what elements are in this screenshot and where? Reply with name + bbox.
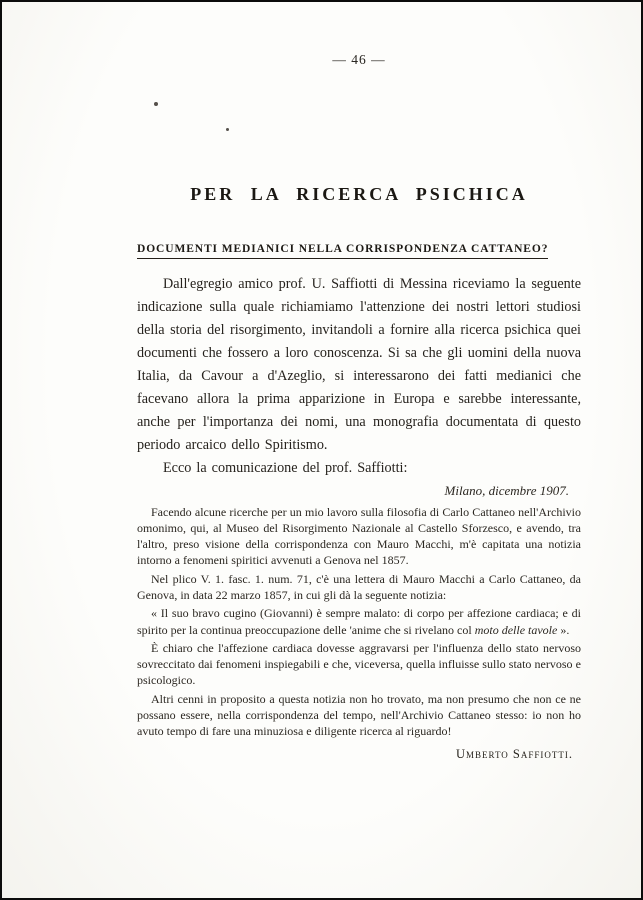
section-heading-text: DOCUMENTI MEDIANICI NELLA CORRISPONDENZA CATTANEO? [137, 243, 548, 259]
page-number: — 46 — [332, 52, 386, 67]
intro-paragraph: Dall'egregio amico prof. U. Saffiotti di Messina riceviamo la seguente indicazione sulla quale richiamiamo l'attenzione dei nostri lettori studiosi della storia del risorgimento, invitandoli a fornire alla ricerca psichica quei documenti che fossero a loro conoscenza. Si sa che gli uomini della nuova Italia, da Cavour a d'Azeglio, si interessarono dei fatti medianici che facevano allora la prima apparizione in Europa e sarebbe interessante, anche per l'importanza dei nomi, una monografia documentata di questo periodo arcaico dello Spiritismo. [137, 275, 581, 453]
letter-paragraph: Facendo alcune ricerche per un mio lavoro sulla filosofia di Carlo Cattaneo nell'Archivio omonimo, qui, al Museo del Risorgimento Nazionale al Castello Sforzesco, e avendo, tra l'altro, preso visione della corrispondenza con Mauro Macchi, m'è capitata una notizia intorno a fenomeni spiritici avvenuti a Genova nel 1857. [137, 504, 581, 568]
letter-body [137, 504, 581, 762]
article-title: PER LA RICERCA PSICHICA [190, 184, 528, 204]
page-content [137, 2, 581, 764]
letter-quote-text: « Il suo bravo cugino (Giovanni) è sempre malato: di corpo per affezione cardiaca; e di spirito per la continua preoccupazione delle 'anime che si rivelano col [137, 606, 581, 637]
signature: Umberto Saffiotti. [455, 746, 573, 761]
lead-in-paragraph: Ecco la comunicazione del prof. Saffiotti: [163, 459, 408, 476]
letter-quote [137, 605, 581, 638]
letter-quote-italic: moto delle tavole [474, 622, 558, 637]
dateline: Milano, dicembre 1907. [444, 482, 569, 498]
letter-paragraph: È chiaro che l'affezione cardiaca dovesse aggravarsi per l'influenza dello stato nervoso sovreccitato dai fenomeni inspiegabili e che, viceversa, quella influisse sullo stato nervoso e psicologico. [137, 640, 581, 688]
letter-paragraph: Altri cenni in proposito a questa notizia non ho trovato, ma non presumo che non ce ne possano essere, nella corrispondenza del tempo, nell'Archivio Cattaneo stesso: io non ho avuto tempo di fare una minuziosa e diligente ricerca al riguardo! [137, 691, 581, 739]
letter-paragraph: Nel plico V. 1. fasc. 1. num. 71, c'è una lettera di Mauro Macchi a Carlo Cattaneo, da Genova, in data 22 marzo 1857, in cui gli dà la seguente notizia: [137, 571, 581, 602]
letter-quote-end: ». [557, 622, 570, 637]
section-heading [137, 243, 581, 259]
article-body [137, 273, 581, 480]
